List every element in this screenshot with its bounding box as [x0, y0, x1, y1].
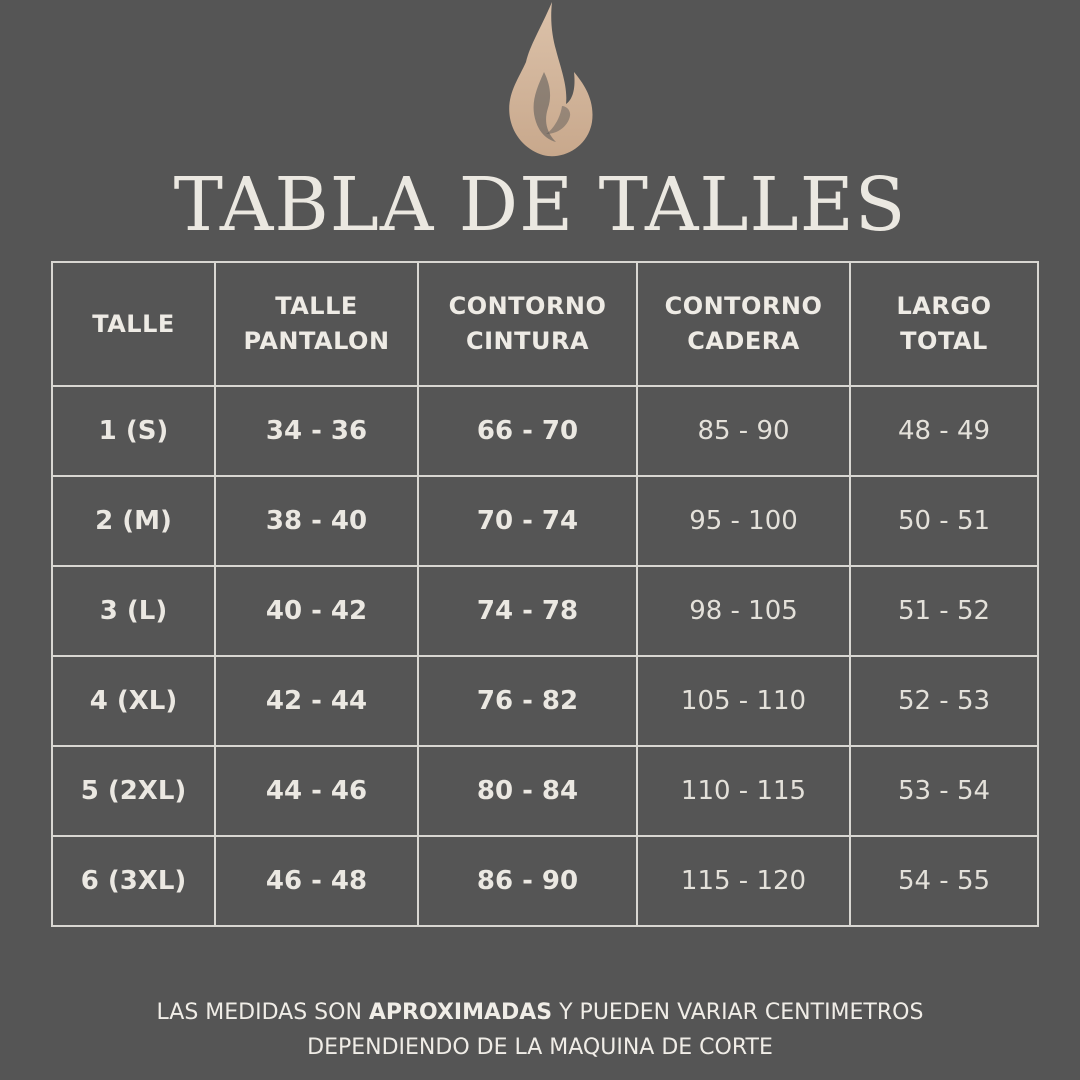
disclaimer-line-1: LAS MEDIDAS SON APROXIMADAS Y PUEDEN VARIAR CENTIMETROS [156, 1000, 924, 1025]
cell-contorno-cintura: 74 - 78 [418, 566, 637, 656]
table-row [52, 566, 1038, 656]
cell-contorno-cadera: 98 - 105 [637, 566, 850, 656]
cell-talle: 2 (M) [52, 476, 215, 566]
cell-talle-pantalon: 46 - 48 [215, 836, 418, 926]
cell-largo-total: 52 - 53 [850, 656, 1038, 746]
flame-icon [500, 0, 600, 158]
cell-largo-total: 50 - 51 [850, 476, 1038, 566]
cell-largo-total: 53 - 54 [850, 746, 1038, 836]
disclaimer-line-2: DEPENDIENDO DE LA MAQUINA DE CORTE [307, 1035, 773, 1060]
cell-talle-pantalon: 40 - 42 [215, 566, 418, 656]
cell-talle: 4 (XL) [52, 656, 215, 746]
header-talle: TALLE [52, 262, 215, 386]
cell-talle-pantalon: 42 - 44 [215, 656, 418, 746]
table-header-row [52, 262, 1038, 386]
table-row [52, 386, 1038, 476]
header-largo-total: LARGO TOTAL [850, 262, 1038, 386]
cell-contorno-cadera: 95 - 100 [637, 476, 850, 566]
disclaimer-emphasis: APROXIMADAS [368, 1000, 553, 1025]
cell-talle-pantalon: 34 - 36 [215, 386, 418, 476]
cell-contorno-cadera: 105 - 110 [637, 656, 850, 746]
cell-talle: 3 (L) [52, 566, 215, 656]
header-contorno-cintura: CONTORNO CINTURA [418, 262, 637, 386]
cell-talle-pantalon: 44 - 46 [215, 746, 418, 836]
cell-contorno-cadera: 110 - 115 [637, 746, 850, 836]
table-row [52, 476, 1038, 566]
size-table [51, 261, 1039, 927]
cell-talle: 1 (S) [52, 386, 215, 476]
header-contorno-cadera: CONTORNO CADERA [637, 262, 850, 386]
cell-talle: 5 (2XL) [52, 746, 215, 836]
cell-contorno-cadera: 115 - 120 [637, 836, 850, 926]
header-talle-pantalon: TALLE PANTALON [215, 262, 418, 386]
cell-largo-total: 54 - 55 [850, 836, 1038, 926]
cell-contorno-cintura: 86 - 90 [418, 836, 637, 926]
table-row [52, 836, 1038, 926]
table-row [52, 746, 1038, 836]
cell-largo-total: 48 - 49 [850, 386, 1038, 476]
cell-contorno-cintura: 80 - 84 [418, 746, 637, 836]
page-title: TABLA DE TALLES [173, 162, 907, 248]
cell-contorno-cadera: 85 - 90 [637, 386, 850, 476]
cell-talle: 6 (3XL) [52, 836, 215, 926]
cell-contorno-cintura: 70 - 74 [418, 476, 637, 566]
disclaimer-note [0, 995, 1080, 1065]
cell-contorno-cintura: 66 - 70 [418, 386, 637, 476]
cell-largo-total: 51 - 52 [850, 566, 1038, 656]
cell-talle-pantalon: 38 - 40 [215, 476, 418, 566]
cell-contorno-cintura: 76 - 82 [418, 656, 637, 746]
table-row [52, 656, 1038, 746]
